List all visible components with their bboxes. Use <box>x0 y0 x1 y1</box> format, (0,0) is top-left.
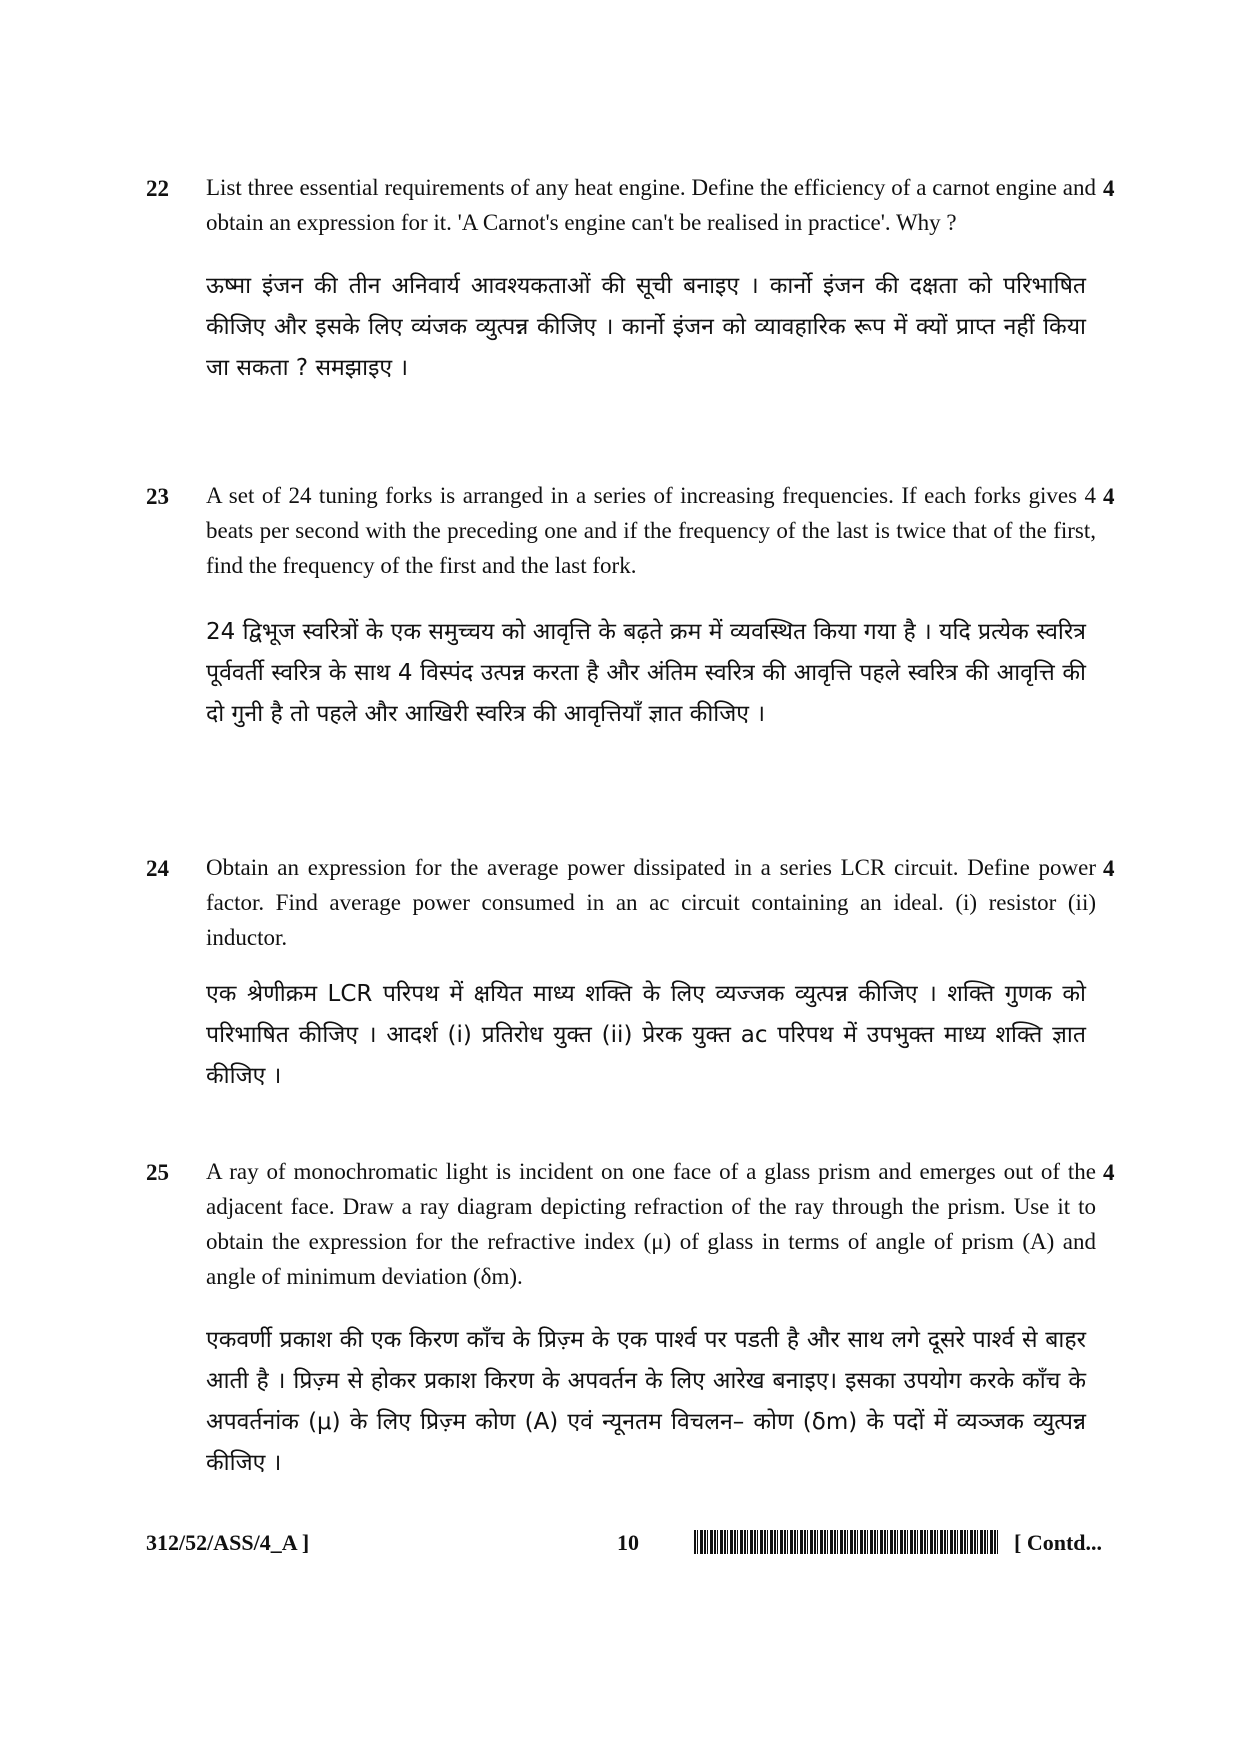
question-marks: 4 <box>1103 1160 1115 1185</box>
question-number: 22 <box>146 176 169 201</box>
question-number: 23 <box>146 484 169 509</box>
continued-label: [ Contd... <box>1014 1530 1103 1555</box>
question-text-english: List three essential requirements of any heat engine. Define the efficiency of a carnot engine and obtain an expression for it. 'A Carnot's engine can't be realised in practice'. Why ? <box>206 175 1096 235</box>
question-number: 24 <box>146 856 169 881</box>
question-marks: 4 <box>1103 484 1115 509</box>
question-marks: 4 <box>1103 856 1115 881</box>
question-number: 25 <box>146 1160 169 1185</box>
question-text-english: A set of 24 tuning forks is arranged in a series of increasing frequencies. If each forks gives 4 beats per second with the preceding one and if the frequency of the last is twice that of the first, find the frequency of the first and the last fork. <box>206 483 1096 578</box>
paper-code: 312/52/ASS/4_A ] <box>146 1530 310 1555</box>
question-marks: 4 <box>1103 176 1115 201</box>
page-footer <box>0 1530 1241 1570</box>
question-text-english: Obtain an expression for the average power dissipated in a series LCR circuit. Define power factor. Find average power consumed in an ac circuit containing an ideal. (i) resistor (ii) inductor. <box>206 855 1096 950</box>
page-number: 10 <box>617 1530 639 1555</box>
question-text-english: A ray of monochromatic light is incident on one face of a glass prism and emerges out of the adjacent face. Draw a ray diagram depicting refraction of the ray through the prism. Use it to obtain the expression for the refractive index (μ) of glass in terms of angle of prism (A) and angle of minimum deviation (δm). <box>206 1159 1096 1289</box>
question-text-hindi: ऊष्मा इंजन की तीन अनिवार्य आवश्यकताओं की सूची बनाइए । कार्नो इंजन की दक्षता को परिभाषित कीजिए और इसके लिए व्यंजक व्युत्पन्न कीजिए । कार्नो इंजन को व्यावहारिक रूप में क्यों प्राप्त नहीं किया जा सकता ? समझाइए । <box>206 273 1086 381</box>
question-text-hindi: 24 द्विभूज स्वरित्रों के एक समुच्चय को आवृत्ति के बढ़ते क्रम में व्यवस्थित किया गया है । यदि प्रत्येक स्वरित्र पूर्ववर्ती स्वरित्र के साथ 4 विस्पंद उत्पन्न करता है और अंतिम स्वरित्र की आवृत्ति पहले स्वरित्र की आवृत्ति की दो गुनी है तो पहले और आखिरी स्वरित्र की आवृत्तियाँ ज्ञात कीजिए । <box>206 619 1086 727</box>
question-text-hindi: एक श्रेणीक्रम LCR परिपथ में क्षयित माध्य शक्ति के लिए व्यज्जक व्युत्पन्न कीजिए । शक्ति गुणक को परिभाषित कीजिए । आदर्श (i) प्रतिरोध युक्त (ii) प्रेरक युक्त ac परिपथ में उपभुक्त माध्य शक्ति ज्ञात कीजिए । <box>206 981 1086 1089</box>
question-text-hindi: एकवर्णी प्रकाश की एक किरण काँच के प्रिज़्म के एक पार्श्व पर पडती है और साथ लगे दूसरे पार्श्व से बाहर आती है । प्रिज़्म से होकर प्रकाश किरण के अपवर्तन के लिए आरेख बनाइए। इसका उपयोग करके काँच के अपवर्तनांक (μ) के लिए प्रिज़्म कोण (A) एवं न्यूनतम विचलन– कोण (δm) के पदों में व्यञ्जक व्युत्पन्न कीजिए । <box>206 1327 1086 1476</box>
barcode-icon <box>694 1530 1000 1554</box>
